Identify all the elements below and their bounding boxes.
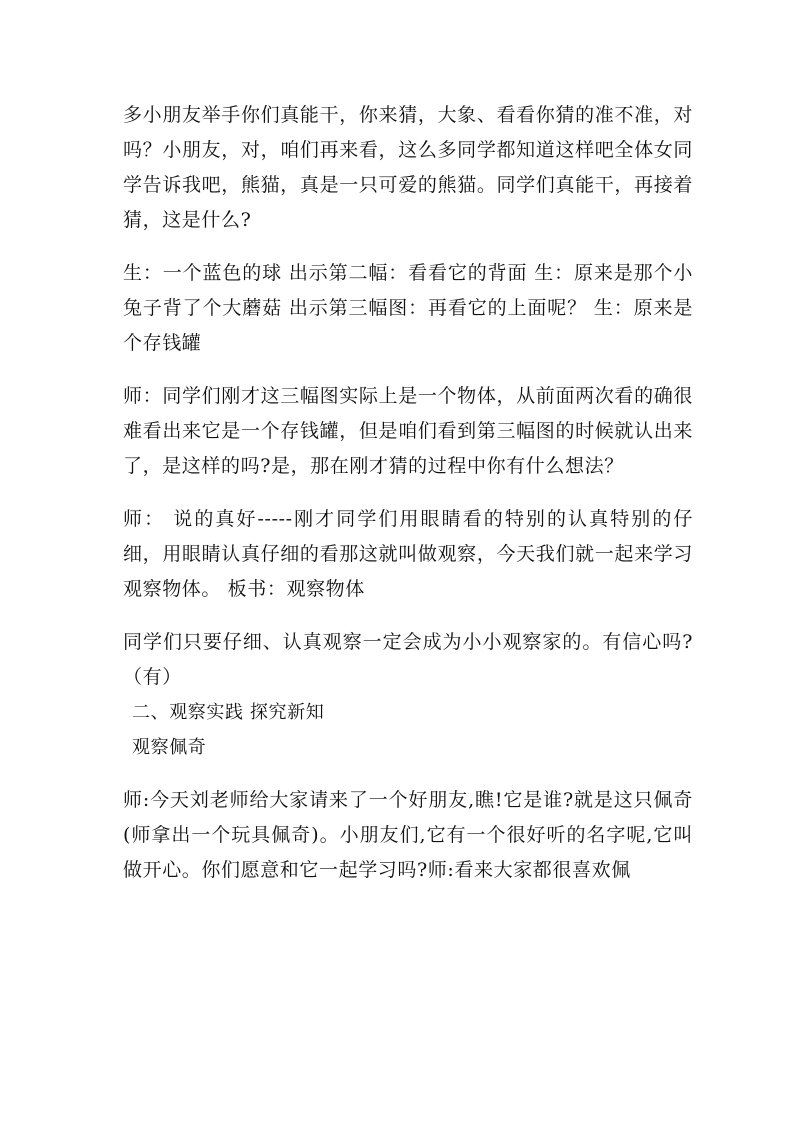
paragraph-guessing-game: 多小朋友举手你们真能干，你来猜，大象、看看你猜的准不准，对吗？小朋友，对，咱们再来看，这么多同学都知道这样吧全体女同学告诉我吧，熊猫，真是一只可爱的熊猫。同学们真能干，再接着猜，这是什么? <box>123 104 693 231</box>
paragraph-student-answers: 生：一个蓝色的球 出示第二幅：看看它的背面 生：原来是那个小兔子背了个大蘑菇 出示第三幅图：再看它的上面呢？ 生：原来是个存钱罐 <box>123 262 693 354</box>
paragraph-observation-intro: 师： 说的真好-----刚才同学们用眼睛看的特别的认真特别的仔细，用眼睛认真仔细的看那这就叫做观察，今天我们就一起来学习观察物体。 板书：观察物体 <box>123 508 693 600</box>
paragraph-encouragement: 同学们只要仔细、认真观察一定会成为小小观察家的。有信心吗?（有） <box>123 631 693 688</box>
document-body <box>123 98 693 888</box>
subsection-heading: 观察佩奇 <box>132 737 207 758</box>
section-heading: 二、观察实践 探究新知 <box>132 702 325 723</box>
paragraph-teacher-summary: 师：同学们刚才这三幅图实际上是一个物体，从前面两次看的确很难看出来它是一个存钱罐，但是咱们看到第三幅图的时候就认出来了，是这样的吗?是，那在刚才猜的过程中你有什么想法？ <box>123 385 693 477</box>
paragraph-peppa-intro: 师:今天刘老师给大家请来了一个好朋友,瞧!它是谁?就是这只佩奇(师拿出一个玩具佩奇)。小朋友们,它有一个很好听的名字呢,它叫做开心。你们愿意和它一起学习吗?师:看来大家都很喜欢佩 <box>123 789 693 881</box>
